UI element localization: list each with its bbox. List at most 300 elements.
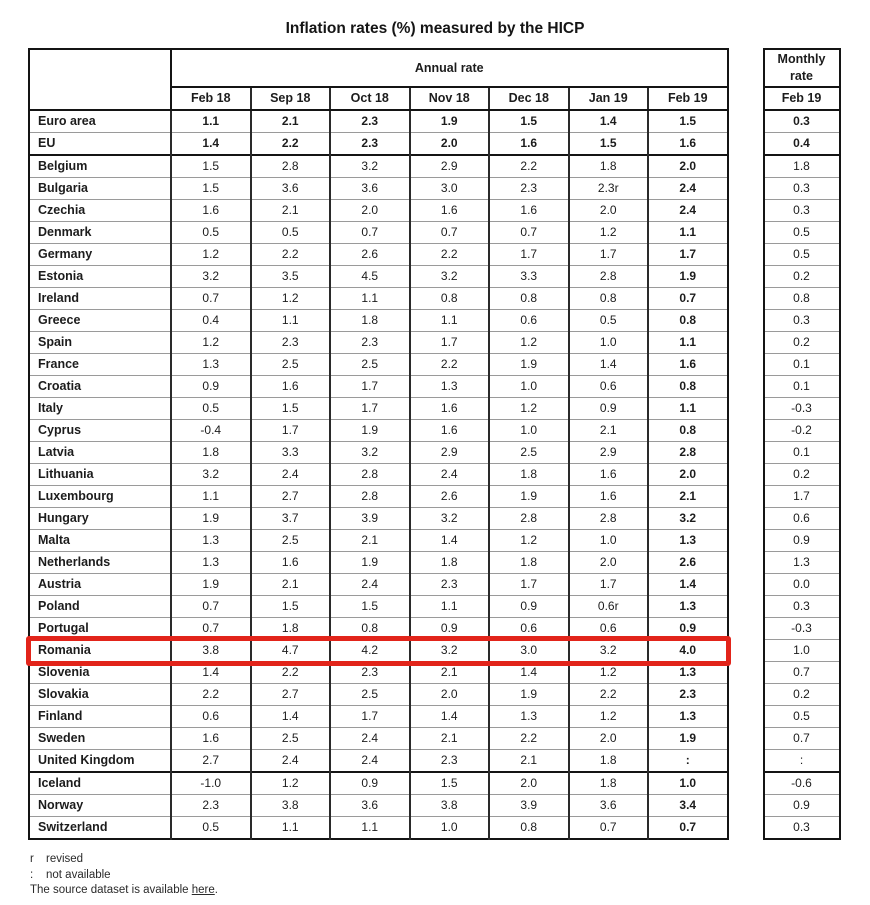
annual-value-cell: 1.2 — [171, 332, 251, 354]
annual-value-cell: 2.3 — [410, 750, 490, 773]
annual-value-cell: 1.0 — [489, 420, 569, 442]
table-row — [764, 574, 840, 596]
table-row — [29, 376, 728, 398]
country-label: Romania — [29, 640, 171, 662]
annual-value-cell: 0.7 — [648, 288, 728, 310]
table-row — [29, 244, 728, 266]
tables-wrap — [28, 48, 870, 840]
annual-value-cell: 2.1 — [489, 750, 569, 773]
monthly-value-cell: 0.5 — [764, 222, 840, 244]
monthly-value-cell: 1.8 — [764, 155, 840, 178]
country-label: France — [29, 354, 171, 376]
table-row — [29, 332, 728, 354]
annual-value-cell: 3.3 — [489, 266, 569, 288]
table-row — [764, 288, 840, 310]
monthly-value-cell: 0.3 — [764, 310, 840, 332]
annual-value-cell: 1.2 — [489, 530, 569, 552]
annual-value-cell: 1.6 — [171, 200, 251, 222]
monthly-value-cell: 0.3 — [764, 817, 840, 840]
annual-value-cell: 2.3 — [489, 178, 569, 200]
annual-value-cell: 1.6 — [410, 398, 490, 420]
table-row — [29, 706, 728, 728]
annual-value-cell: 1.8 — [569, 750, 649, 773]
annual-value-cell: 1.6 — [171, 728, 251, 750]
annual-value-cell: 3.6 — [330, 178, 410, 200]
country-label: Greece — [29, 310, 171, 332]
annual-value-cell: 2.5 — [489, 442, 569, 464]
monthly-value-cell: -0.6 — [764, 772, 840, 795]
monthly-value-cell: -0.2 — [764, 420, 840, 442]
column-header: Nov 18 — [410, 87, 490, 110]
annual-value-cell: 2.9 — [569, 442, 649, 464]
monthly-value-cell: 0.2 — [764, 684, 840, 706]
table-row — [29, 155, 728, 178]
annual-value-cell: 1.8 — [489, 552, 569, 574]
annual-value-cell: 1.8 — [330, 310, 410, 332]
annual-value-cell: 2.6 — [330, 244, 410, 266]
annual-value-cell: 1.8 — [171, 442, 251, 464]
annual-value-cell: 1.9 — [489, 684, 569, 706]
country-label: Slovenia — [29, 662, 171, 684]
annual-value-cell: 1.5 — [648, 110, 728, 133]
annual-value-cell: 1.4 — [648, 574, 728, 596]
table-row — [29, 662, 728, 684]
country-label: EU — [29, 133, 171, 156]
monthly-value-cell: 1.3 — [764, 552, 840, 574]
annual-value-cell: 2.0 — [330, 200, 410, 222]
annual-header-row — [29, 49, 728, 87]
annual-value-cell: 0.5 — [171, 817, 251, 840]
country-label: Finland — [29, 706, 171, 728]
annual-value-cell: 0.7 — [648, 817, 728, 840]
country-label: Euro area — [38, 114, 96, 128]
annual-value-cell: 3.7 — [251, 508, 331, 530]
table-row — [29, 508, 728, 530]
annual-value-cell: 1.0 — [410, 817, 490, 840]
annual-value-cell: 1.2 — [489, 398, 569, 420]
annual-value-cell: 0.9 — [330, 772, 410, 795]
annual-value-cell: 3.5 — [251, 266, 331, 288]
footnote-symbol: r — [30, 853, 34, 865]
country-label: Croatia — [29, 376, 171, 398]
annual-value-cell: 0.7 — [171, 288, 251, 310]
annual-value-cell: 1.2 — [171, 244, 251, 266]
table-row — [764, 618, 840, 640]
annual-value-cell: 0.7 — [569, 817, 649, 840]
column-header: Oct 18 — [330, 87, 410, 110]
annual-value-cell: 2.9 — [410, 442, 490, 464]
annual-value-cell: 0.5 — [171, 398, 251, 420]
annual-value-cell: -1.0 — [171, 772, 251, 795]
annual-value-cell: 0.9 — [569, 398, 649, 420]
table-row — [764, 200, 840, 222]
annual-value-cell: 2.2 — [489, 155, 569, 178]
source-dataset-link[interactable]: here — [191, 884, 215, 896]
table-row — [29, 464, 728, 486]
monthly-value-cell: 0.7 — [764, 728, 840, 750]
footnotes — [30, 852, 870, 899]
table-row — [29, 222, 728, 244]
annual-value-cell: -0.4 — [171, 420, 251, 442]
annual-value-cell: 1.7 — [330, 706, 410, 728]
annual-value-cell: 1.1 — [330, 817, 410, 840]
monthly-value-cell: 1.7 — [764, 486, 840, 508]
annual-value-cell: 3.2 — [410, 640, 490, 662]
annual-value-cell: 2.8 — [330, 486, 410, 508]
annual-value-cell: 1.1 — [251, 310, 331, 332]
country-label: Norway — [29, 795, 171, 817]
table-row — [764, 332, 840, 354]
annual-value-cell: 2.1 — [569, 420, 649, 442]
table-row — [29, 684, 728, 706]
annual-value-cell: 0.7 — [330, 222, 410, 244]
annual-value-cell: 0.5 — [171, 222, 251, 244]
monthly-rate-table — [763, 48, 841, 840]
annual-value-cell: 2.1 — [330, 530, 410, 552]
annual-value-cell: 1.1 — [171, 110, 251, 133]
monthly-value-cell: 0.1 — [764, 376, 840, 398]
monthly-table-body — [764, 110, 840, 839]
annual-value-cell: 1.8 — [410, 552, 490, 574]
country-label: Bulgaria — [29, 178, 171, 200]
annual-value-cell: 1.7 — [489, 244, 569, 266]
country-label: Hungary — [29, 508, 171, 530]
column-header: Sep 18 — [251, 87, 331, 110]
annual-value-cell: 3.8 — [410, 795, 490, 817]
annual-value-cell: 2.7 — [251, 684, 331, 706]
annual-value-cell: 3.0 — [410, 178, 490, 200]
annual-table-body — [29, 110, 728, 839]
annual-value-cell: 1.3 — [171, 552, 251, 574]
column-header: Jan 19 — [569, 87, 649, 110]
table-row — [29, 420, 728, 442]
annual-value-cell: 1.2 — [251, 772, 331, 795]
annual-value-cell: 1.9 — [171, 508, 251, 530]
annual-value-cell: 2.2 — [569, 684, 649, 706]
country-label: Denmark — [29, 222, 171, 244]
table-row — [29, 178, 728, 200]
country-label: Switzerland — [29, 817, 171, 840]
annual-value-cell: 1.3 — [648, 706, 728, 728]
table-row — [764, 310, 840, 332]
table-row — [764, 376, 840, 398]
annual-value-cell: 1.3 — [171, 530, 251, 552]
annual-value-cell: 2.8 — [569, 508, 649, 530]
monthly-value-cell: 0.3 — [764, 596, 840, 618]
table-row — [29, 442, 728, 464]
monthly-value-cell: 0.9 — [764, 530, 840, 552]
annual-value-cell: 0.7 — [171, 596, 251, 618]
country-label: Germany — [29, 244, 171, 266]
monthly-value-cell: 0.5 — [764, 706, 840, 728]
annual-value-cell: 2.0 — [569, 552, 649, 574]
annual-value-cell: 1.5 — [171, 178, 251, 200]
column-header: Dec 18 — [489, 87, 569, 110]
annual-value-cell: 0.6r — [569, 596, 649, 618]
monthly-value-cell: 1.0 — [764, 640, 840, 662]
annual-value-cell: 2.0 — [569, 200, 649, 222]
annual-value-cell: 3.8 — [171, 640, 251, 662]
annual-value-cell: 1.6 — [648, 133, 728, 156]
source-note-text: The source dataset is available — [30, 884, 192, 896]
annual-value-cell: 2.4 — [251, 750, 331, 773]
annual-value-cell: 1.5 — [171, 155, 251, 178]
annual-value-cell: 2.4 — [330, 728, 410, 750]
annual-value-cell: 3.0 — [489, 640, 569, 662]
annual-value-cell: 1.5 — [569, 133, 649, 156]
annual-value-cell: 0.5 — [251, 222, 331, 244]
annual-value-cell: 3.2 — [171, 266, 251, 288]
annual-value-cell: 2.3 — [171, 795, 251, 817]
annual-value-cell: 1.0 — [569, 332, 649, 354]
table-row — [29, 728, 728, 750]
annual-value-cell: 1.2 — [569, 222, 649, 244]
annual-value-cell: 0.9 — [648, 618, 728, 640]
footnote-revised — [30, 852, 870, 868]
annual-value-cell: 2.1 — [410, 662, 490, 684]
annual-value-cell: 3.3 — [251, 442, 331, 464]
annual-value-cell: 1.4 — [410, 530, 490, 552]
annual-value-cell: 1.9 — [330, 552, 410, 574]
country-label: Iceland — [29, 772, 171, 795]
corner-cell — [29, 49, 171, 110]
annual-value-cell: 0.6 — [489, 310, 569, 332]
annual-value-cell: 1.7 — [569, 244, 649, 266]
annual-value-cell: 1.5 — [251, 398, 331, 420]
table-row — [29, 486, 728, 508]
annual-value-cell: 2.3 — [648, 684, 728, 706]
annual-value-cell: 0.6 — [569, 376, 649, 398]
annual-value-cell: 1.5 — [410, 772, 490, 795]
annual-value-cell: 1.7 — [648, 244, 728, 266]
annual-value-cell: 4.0 — [648, 640, 728, 662]
annual-value-cell: 3.2 — [648, 508, 728, 530]
annual-value-cell: 4.5 — [330, 266, 410, 288]
annual-value-cell: 2.1 — [251, 574, 331, 596]
annual-value-cell: 1.9 — [171, 574, 251, 596]
annual-value-cell: 2.8 — [489, 508, 569, 530]
annual-value-cell: 2.7 — [171, 750, 251, 773]
annual-value-cell: 4.2 — [330, 640, 410, 662]
annual-rate-table — [28, 48, 729, 840]
monthly-value-cell: 0.4 — [764, 133, 840, 156]
table-row — [29, 110, 728, 133]
table-row — [764, 464, 840, 486]
monthly-value-cell: 0.2 — [764, 332, 840, 354]
annual-value-cell: 3.2 — [410, 266, 490, 288]
annual-value-cell: 2.2 — [251, 133, 331, 156]
country-label: Slovakia — [29, 684, 171, 706]
monthly-month-header-row — [764, 87, 840, 110]
annual-value-cell: 0.6 — [171, 706, 251, 728]
annual-value-cell: 1.3 — [489, 706, 569, 728]
annual-rate-header: Annual rate — [171, 49, 728, 87]
table-row — [764, 486, 840, 508]
annual-value-cell: 2.6 — [410, 486, 490, 508]
annual-value-cell: 2.6 — [648, 552, 728, 574]
annual-value-cell: 3.2 — [569, 640, 649, 662]
annual-value-cell: 2.2 — [410, 244, 490, 266]
monthly-value-cell: 0.3 — [764, 200, 840, 222]
table-row — [764, 442, 840, 464]
table-row — [29, 795, 728, 817]
annual-value-cell: 2.0 — [410, 133, 490, 156]
column-header: Feb 19 — [648, 87, 728, 110]
annual-value-cell: 1.4 — [171, 133, 251, 156]
annual-value-cell: 1.3 — [648, 662, 728, 684]
annual-value-cell: 2.1 — [251, 200, 331, 222]
table-row — [764, 178, 840, 200]
table-row — [29, 596, 728, 618]
annual-value-cell: 2.5 — [251, 728, 331, 750]
monthly-value-cell: 0.0 — [764, 574, 840, 596]
table-row — [764, 398, 840, 420]
annual-value-cell: 1.0 — [489, 376, 569, 398]
annual-value-cell: 2.0 — [648, 464, 728, 486]
annual-value-cell: 0.6 — [569, 618, 649, 640]
annual-value-cell: 1.4 — [171, 662, 251, 684]
table-row — [29, 530, 728, 552]
annual-value-cell: 1.7 — [330, 376, 410, 398]
country-label: Luxembourg — [29, 486, 171, 508]
table-row — [29, 398, 728, 420]
table-row — [29, 618, 728, 640]
annual-value-cell: 2.1 — [648, 486, 728, 508]
country-label: Poland — [29, 596, 171, 618]
country-label: Portugal — [29, 618, 171, 640]
table-row — [764, 596, 840, 618]
monthly-value-cell: 0.5 — [764, 244, 840, 266]
annual-value-cell: 1.8 — [251, 618, 331, 640]
annual-value-cell: 1.8 — [489, 464, 569, 486]
table-row — [764, 155, 840, 178]
country-label: Italy — [29, 398, 171, 420]
table-row — [764, 508, 840, 530]
annual-value-cell: 0.8 — [648, 420, 728, 442]
annual-value-cell: 1.2 — [569, 706, 649, 728]
monthly-value-cell: 0.1 — [764, 354, 840, 376]
annual-value-cell: 0.4 — [171, 310, 251, 332]
table-row — [29, 133, 728, 156]
monthly-value-cell: 0.7 — [764, 662, 840, 684]
column-header: Feb 18 — [171, 87, 251, 110]
annual-value-cell: 0.6 — [489, 618, 569, 640]
monthly-rate-header: Monthly rate — [764, 49, 840, 87]
table-row — [29, 750, 728, 773]
annual-value-cell: 1.9 — [330, 420, 410, 442]
annual-value-cell: 2.2 — [251, 244, 331, 266]
annual-value-cell: 1.0 — [569, 530, 649, 552]
country-label: Estonia — [29, 266, 171, 288]
annual-value-cell: 3.2 — [410, 508, 490, 530]
country-label: Cyprus — [29, 420, 171, 442]
footnote-not-available — [30, 868, 870, 884]
annual-value-cell: 1.1 — [171, 486, 251, 508]
annual-value-cell: 2.4 — [648, 200, 728, 222]
monthly-value-cell: 0.2 — [764, 464, 840, 486]
table-row — [29, 288, 728, 310]
country-label: Austria — [29, 574, 171, 596]
table-row — [764, 552, 840, 574]
annual-value-cell: 1.5 — [489, 110, 569, 133]
annual-value-cell: 3.8 — [251, 795, 331, 817]
annual-value-cell: 2.8 — [569, 266, 649, 288]
annual-value-cell: 1.6 — [569, 464, 649, 486]
annual-value-cell: 2.3 — [410, 574, 490, 596]
annual-value-cell: 2.0 — [410, 684, 490, 706]
country-label: Belgium — [29, 155, 171, 178]
monthly-value-cell: : — [764, 750, 840, 773]
annual-value-cell: 0.8 — [569, 288, 649, 310]
table-row — [29, 266, 728, 288]
table-row — [764, 795, 840, 817]
annual-value-cell: 0.7 — [171, 618, 251, 640]
annual-value-cell: 2.8 — [648, 442, 728, 464]
table-row — [29, 817, 728, 840]
annual-value-cell: 1.7 — [251, 420, 331, 442]
annual-value-cell: 1.9 — [410, 110, 490, 133]
monthly-value-cell: 0.9 — [764, 795, 840, 817]
table-row — [29, 640, 728, 662]
table-row — [764, 706, 840, 728]
annual-value-cell: 1.2 — [489, 332, 569, 354]
annual-value-cell: 1.8 — [569, 772, 649, 795]
annual-value-cell: 2.2 — [489, 728, 569, 750]
monthly-header-row — [764, 49, 840, 87]
annual-value-cell: 2.4 — [410, 464, 490, 486]
annual-value-cell: 2.1 — [251, 110, 331, 133]
annual-value-cell: 1.7 — [330, 398, 410, 420]
annual-value-cell: 0.9 — [410, 618, 490, 640]
annual-value-cell: 0.5 — [569, 310, 649, 332]
annual-value-cell: 0.8 — [648, 310, 728, 332]
country-label: Netherlands — [29, 552, 171, 574]
country-label: Malta — [29, 530, 171, 552]
table-row — [764, 222, 840, 244]
annual-value-cell: 3.9 — [489, 795, 569, 817]
annual-value-cell: 2.3 — [330, 110, 410, 133]
annual-value-cell: 1.6 — [251, 552, 331, 574]
annual-value-cell: 2.2 — [410, 354, 490, 376]
annual-value-cell: 2.0 — [648, 155, 728, 178]
annual-value-cell: 2.2 — [171, 684, 251, 706]
footnote-symbol: : — [30, 868, 34, 881]
annual-value-cell: 1.3 — [648, 596, 728, 618]
table-row — [29, 200, 728, 222]
table-row — [29, 552, 728, 574]
annual-value-cell: 1.6 — [489, 200, 569, 222]
annual-value-cell: 2.3 — [251, 332, 331, 354]
annual-value-cell: 1.4 — [410, 706, 490, 728]
annual-value-cell: 0.8 — [648, 376, 728, 398]
country-label: Spain — [29, 332, 171, 354]
table-row — [764, 110, 840, 133]
annual-value-cell: 1.6 — [489, 133, 569, 156]
annual-value-cell: 1.3 — [410, 376, 490, 398]
page-title: Inflation rates (%) measured by the HICP — [285, 20, 585, 37]
annual-value-cell: 1.6 — [648, 354, 728, 376]
annual-value-cell: 3.2 — [171, 464, 251, 486]
table-row — [764, 530, 840, 552]
table-row — [764, 772, 840, 795]
footnote-text: revised — [46, 853, 84, 865]
source-note — [30, 883, 870, 899]
annual-value-cell: 1.9 — [489, 354, 569, 376]
annual-value-cell: 2.8 — [330, 464, 410, 486]
annual-value-cell: 0.8 — [489, 288, 569, 310]
monthly-value-cell: 0.6 — [764, 508, 840, 530]
monthly-value-cell: 0.3 — [764, 178, 840, 200]
